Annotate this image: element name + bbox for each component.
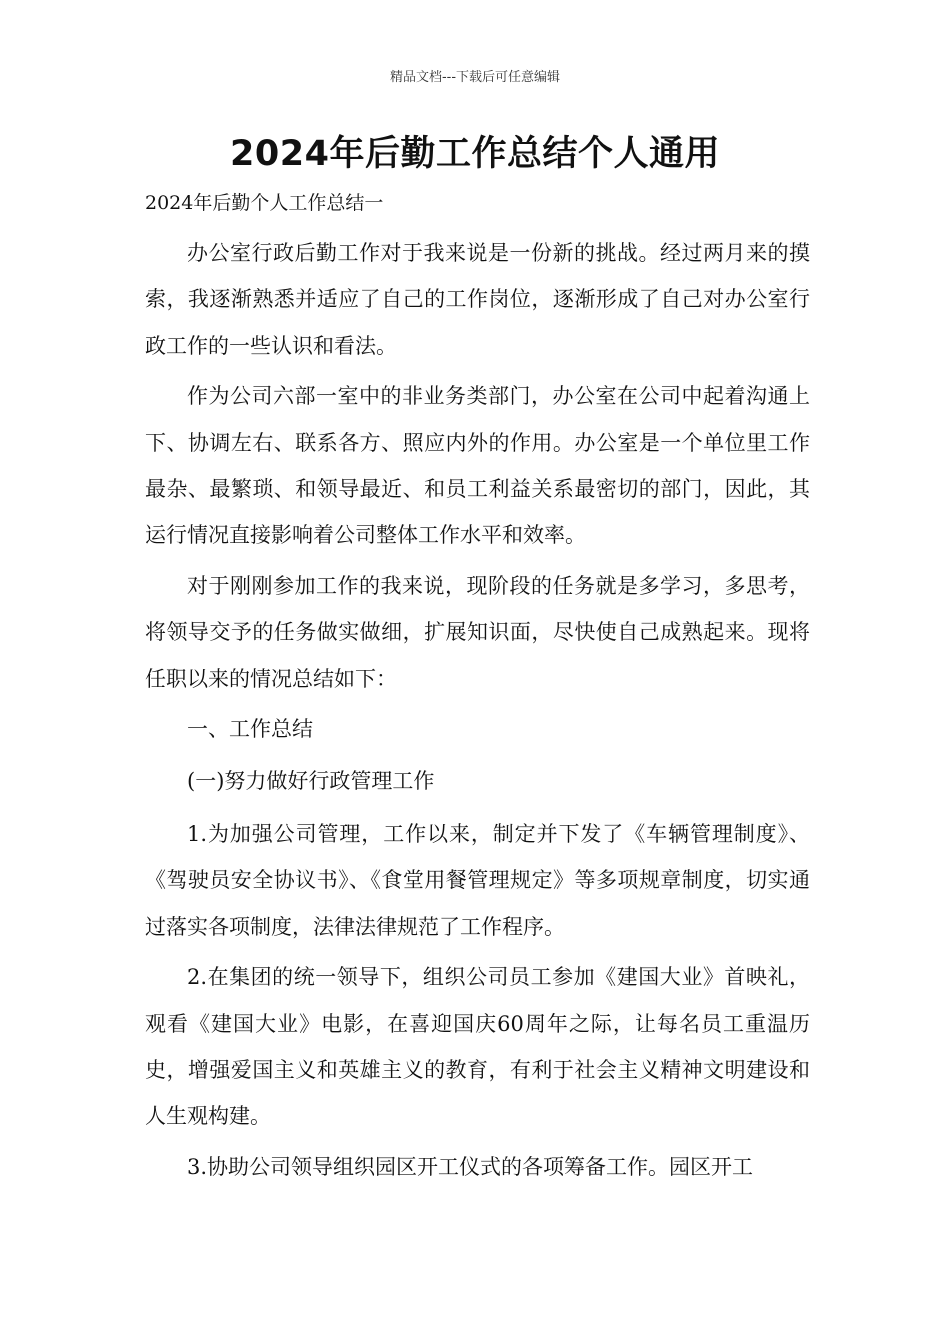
body-paragraph: 对于刚刚参加工作的我来说，现阶段的任务就是多学习，多思考，将领导交予的任务做实做细，扩展知识面，尽快使自己成熟起来。现将任职以来的情况总结如下：: [145, 573, 810, 691]
body-paragraph: 1.为加强公司管理，工作以来，制定并下发了《车辆管理制度》、《驾驶员安全协议书》、《食堂用餐管理规定》等多项规章制度，切实通过落实各项制度，法律法律规范了工作程序。: [145, 821, 810, 939]
document-subtitle: 2024年后勤个人工作总结一: [145, 192, 384, 214]
page-header-note: 精品文档---下载后可任意编辑: [389, 70, 561, 85]
subsection-heading: (一)努力做好行政管理工作: [187, 769, 435, 794]
body-paragraph: 3.协助公司领导组织园区开工仪式的各项筹备工作。园区开工: [187, 1154, 754, 1179]
body-paragraph: 作为公司六部一室中的非业务类部门，办公室在公司中起着沟通上下、协调左右、联系各方、照应内外的作用。办公室是一个单位里工作最杂、最繁琐、和领导最近、和员工利益关系最密切的部门，因此，其运行情况直接影响着公司整体工作水平和效率。: [145, 384, 810, 548]
document-body: [145, 230, 810, 1194]
document-title: 2024年后勤工作总结个人通用: [230, 134, 720, 174]
body-paragraph: 办公室行政后勤工作对于我来说是一份新的挑战。经过两月来的摸索，我逐渐熟悉并适应了自己的工作岗位，逐渐形成了自己对办公室行政工作的一些认识和看法。: [145, 241, 810, 358]
section-heading: 一、工作总结: [187, 717, 313, 742]
body-paragraph: 2.在集团的统一领导下，组织公司员工参加《建国大业》首映礼，观看《建国大业》电影，在喜迎国庆60周年之际，让每名员工重温历史，增强爱国主义和英雄主义的教育，有利于社会主义精神文明建设和人生观构建。: [145, 965, 810, 1129]
